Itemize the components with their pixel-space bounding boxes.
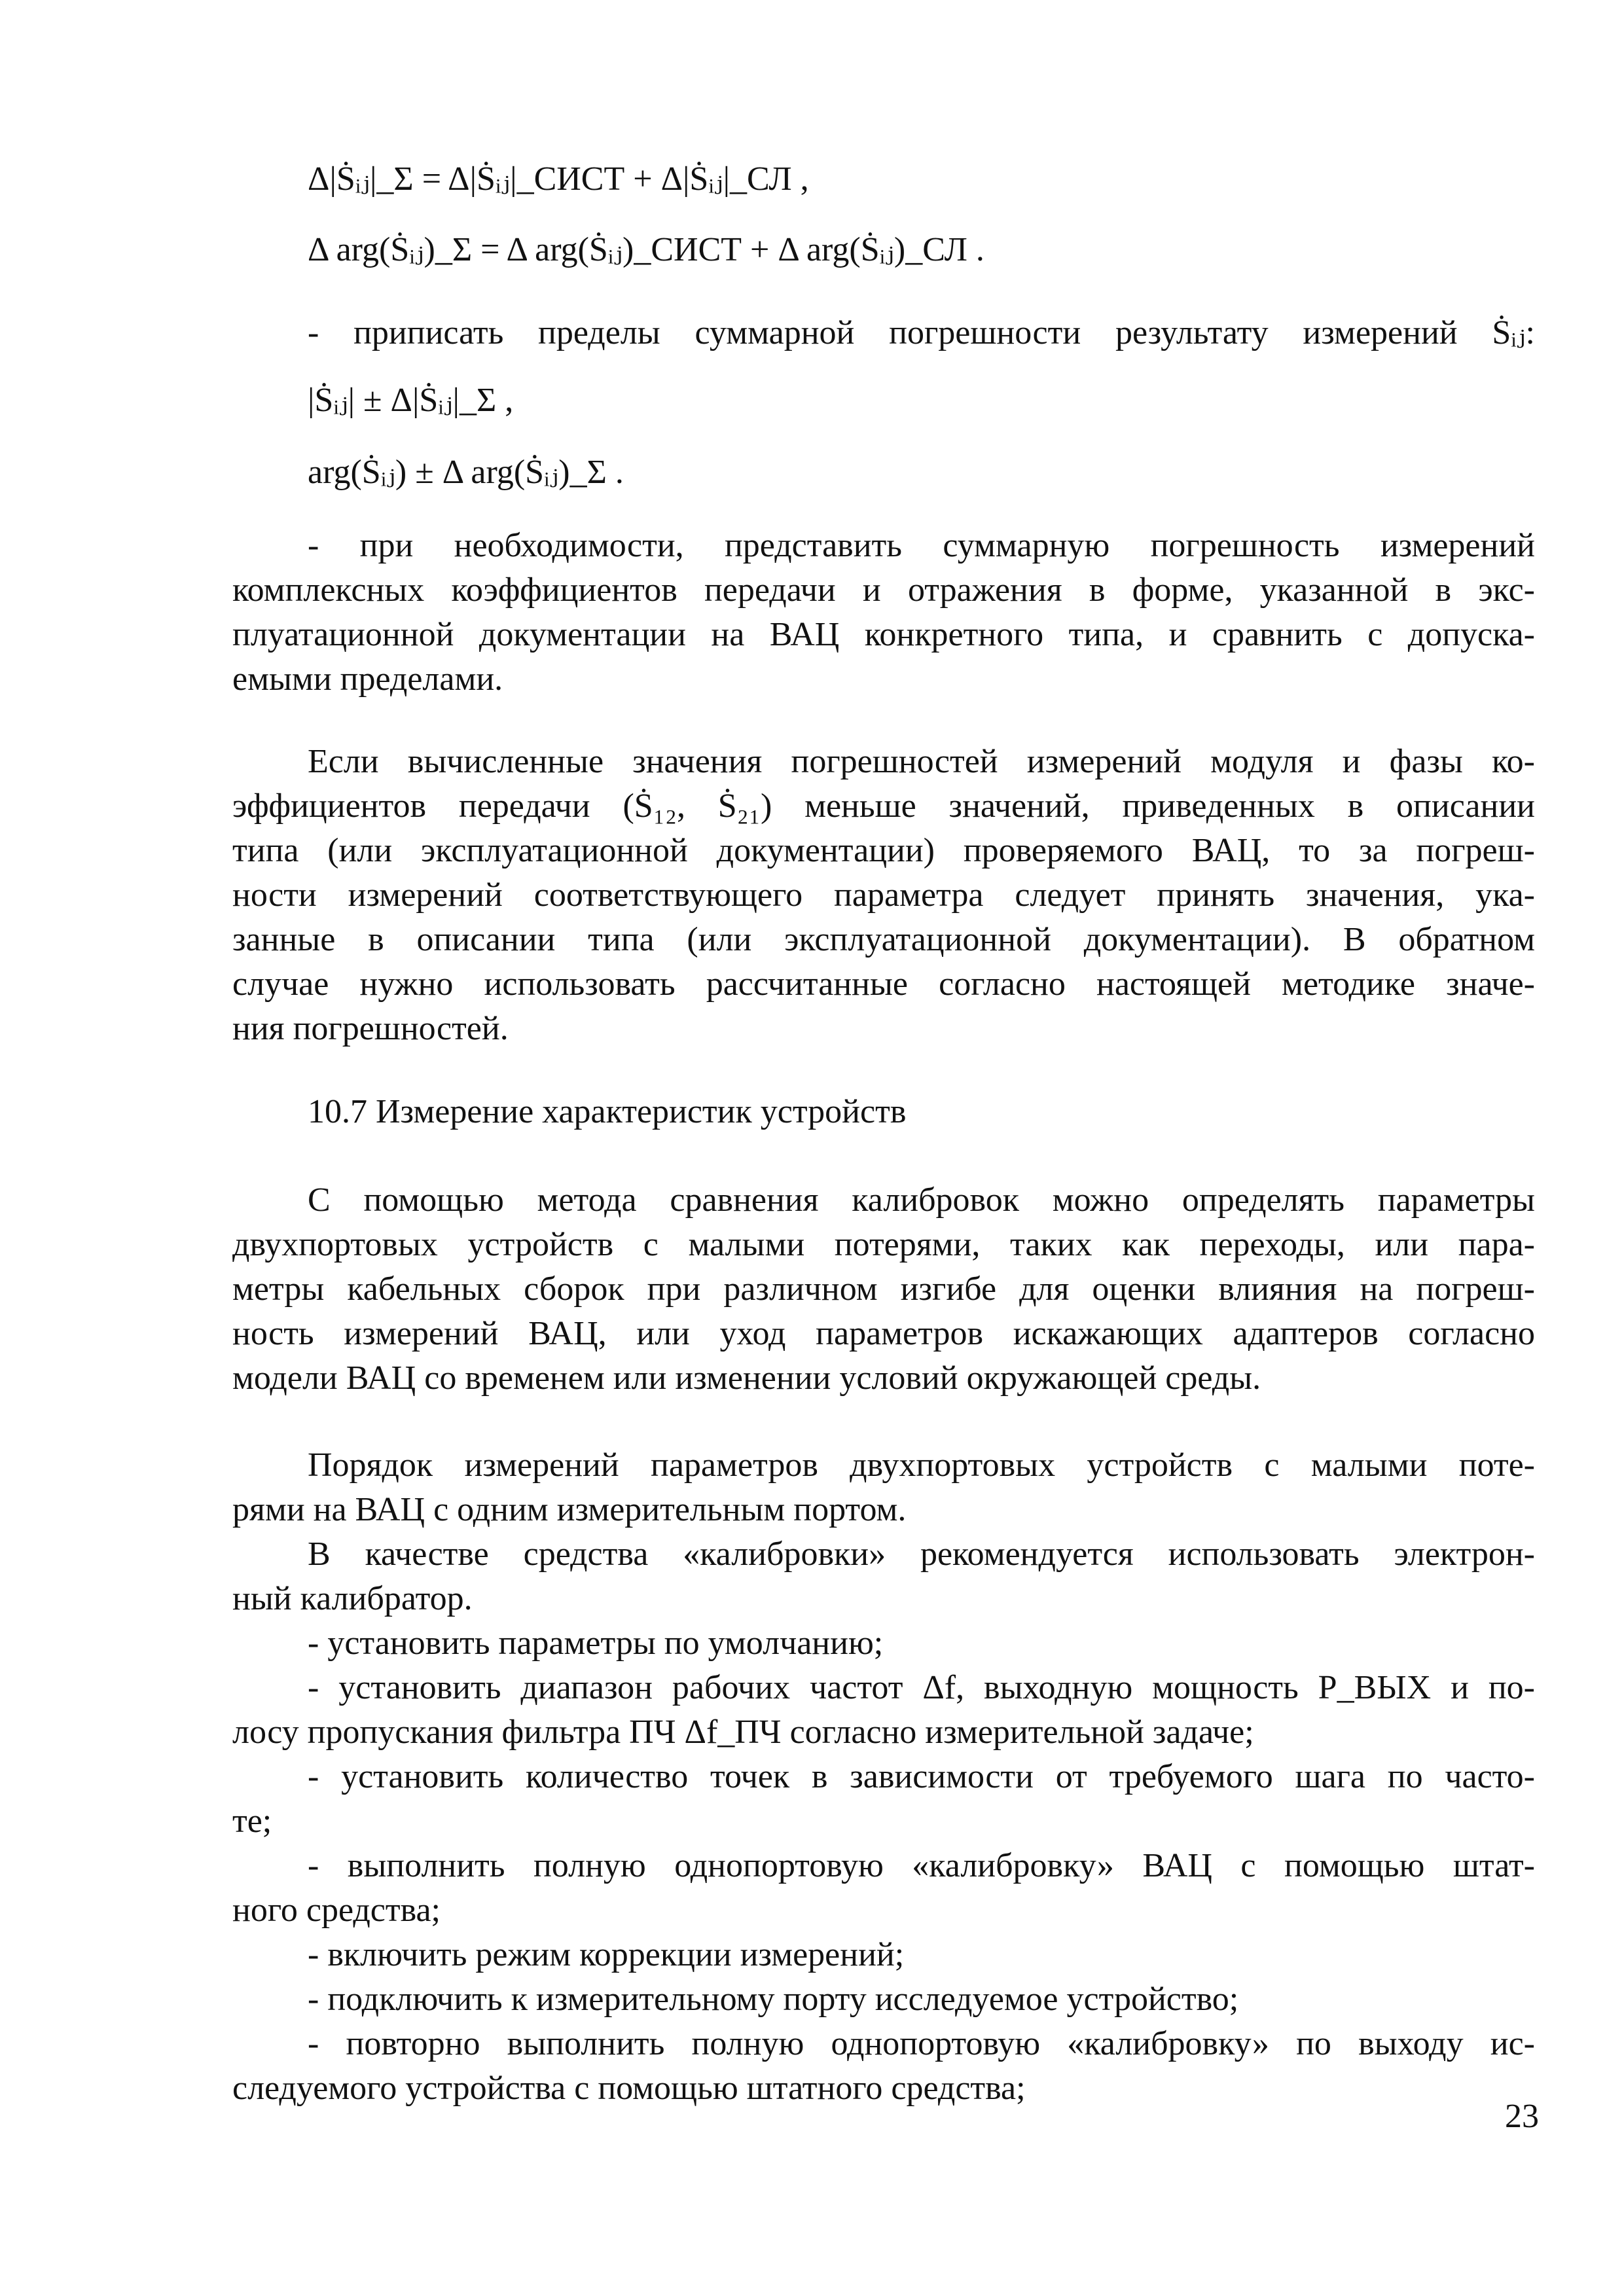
text-line: Порядок измерений параметров двухпортовых устройств с малыми поте- bbox=[308, 1446, 1535, 1484]
text-line: - при необходимости, представить суммарную погрешность измерений bbox=[308, 527, 1535, 564]
text-line: двухпортовых устройств с малыми потерями, таких как переходы, или пара- bbox=[232, 1226, 1535, 1263]
list-item: - выполнить полную однопортовую «калибровку» ВАЦ с помощью штат- bbox=[308, 1847, 1535, 1884]
page-number: 23 bbox=[1505, 2098, 1539, 2135]
text-line: рями на ВАЦ с одним измерительным портом. bbox=[232, 1491, 907, 1528]
text-line: следуемого устройства с помощью штатного средства; bbox=[232, 2070, 1026, 2107]
text-line: плуатационной документации на ВАЦ конкретного типа, и сравнить с допуска- bbox=[232, 616, 1535, 653]
list-item: - установить параметры по умолчанию; bbox=[308, 1624, 884, 1662]
text-line: эффициентов передачи (Ṡ₁₂, Ṡ₂₁) меньше значений, приведенных в описании bbox=[232, 787, 1535, 825]
list-item: - включить режим коррекции измерений; bbox=[308, 1936, 905, 1973]
text-line: ный калибратор. bbox=[232, 1580, 473, 1617]
text-line: типа (или эксплуатационной документации) проверяемого ВАЦ, то за погреш- bbox=[232, 832, 1535, 869]
text-line: ного средства; bbox=[232, 1892, 441, 1929]
section-heading: 10.7 Измерение характеристик устройств bbox=[308, 1093, 907, 1130]
text-line: те; bbox=[232, 1803, 272, 1840]
text-line: С помощью метода сравнения калибровок можно определять параметры bbox=[308, 1181, 1535, 1219]
formula-phase-total-error: Δ arg(Ṡᵢⱼ)_Σ = Δ arg(Ṡᵢⱼ)_СИСТ + Δ arg(Ṡᵢⱼ)_СЛ . bbox=[308, 231, 984, 268]
list-item: - подключить к измерительному порту исследуемое устройство; bbox=[308, 1981, 1239, 2018]
text-line: В качестве средства «калибровки» рекомендуется использовать электрон- bbox=[308, 1535, 1535, 1573]
text-line: ность измерений ВАЦ, или уход параметров искажающих адаптеров согласно bbox=[232, 1315, 1535, 1352]
list-item: - повторно выполнить полную однопортовую «калибровку» по выходу ис- bbox=[308, 2025, 1535, 2062]
text-line: модели ВАЦ со временем или изменении условий окружающей среды. bbox=[232, 1359, 1261, 1397]
text-line: комплексных коэффициентов передачи и отражения в форме, указанной в экс- bbox=[232, 571, 1535, 609]
text-line: метры кабельных сборок при различном изгибе для оценки влияния на погреш- bbox=[232, 1270, 1535, 1308]
text-line: занные в описании типа (или эксплуатационной документации). В обратном bbox=[232, 921, 1535, 958]
text-line: ности измерений соответствующего параметра следует принять значения, ука- bbox=[232, 876, 1535, 914]
text-line: Если вычисленные значения погрешностей измерений модуля и фазы ко- bbox=[308, 743, 1535, 780]
formula-modulus-result: |Ṡᵢⱼ| ± Δ|Ṡᵢⱼ|_Σ , bbox=[308, 382, 514, 419]
text-line: - приписать пределы суммарной погрешности результату измерений Ṡᵢⱼ: bbox=[308, 314, 1535, 351]
text-line: ния погрешностей. bbox=[232, 1010, 509, 1047]
list-item: - установить диапазон рабочих частот Δf, выходную мощность P_ВЫХ и по- bbox=[308, 1669, 1535, 1706]
formula-phase-result: arg(Ṡᵢⱼ) ± Δ arg(Ṡᵢⱼ)_Σ . bbox=[308, 454, 624, 491]
text-line: емыми пределами. bbox=[232, 660, 503, 698]
text-line: лосу пропускания фильтра ПЧ Δf_ПЧ согласно измерительной задаче; bbox=[232, 1713, 1254, 1751]
text-line: случае нужно использовать рассчитанные согласно настоящей методике значе- bbox=[232, 965, 1535, 1003]
formula-modulus-total-error: Δ|Ṡᵢⱼ|_Σ = Δ|Ṡᵢⱼ|_СИСТ + Δ|Ṡᵢⱼ|_СЛ , bbox=[308, 160, 809, 198]
list-item: - установить количество точек в зависимости от требуемого шага по часто- bbox=[308, 1758, 1535, 1795]
